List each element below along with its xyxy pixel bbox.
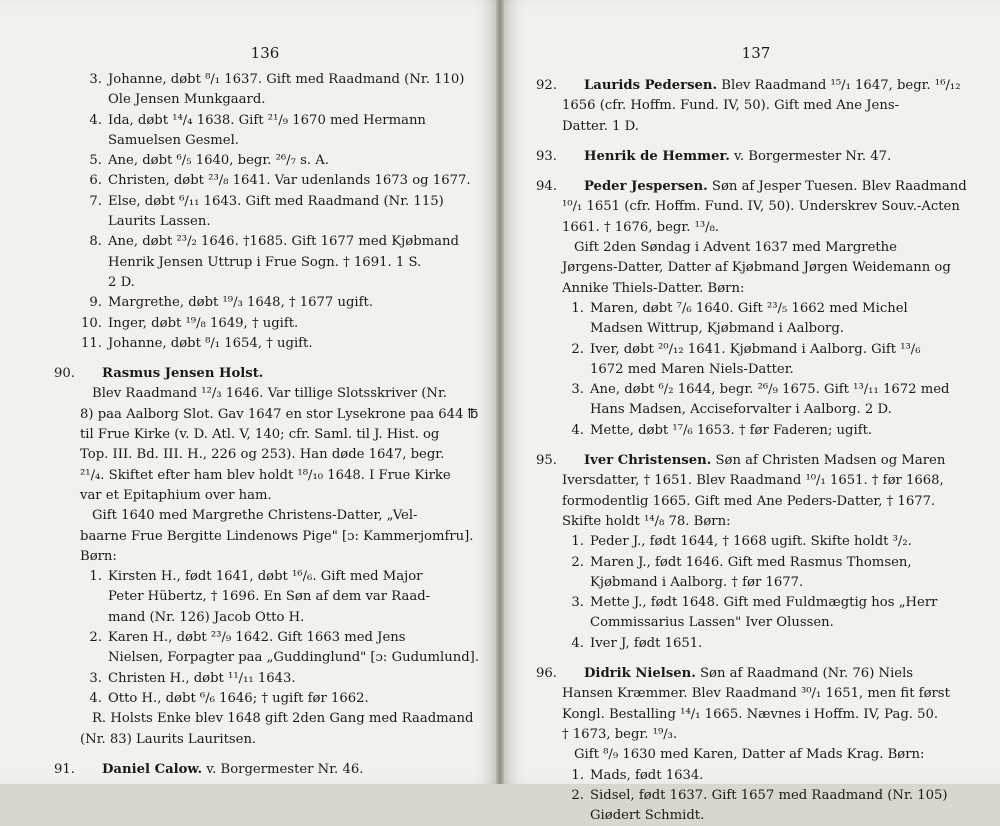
- continuation-line: Henrik Jensen Uttrup i Frue Sogn. † 1691. 1 S.: [108, 254, 422, 270]
- continuation-line: mand (Nr. 126) Jacob Otto H.: [108, 609, 305, 625]
- list-item: [80, 192, 450, 212]
- list-item: [562, 380, 950, 400]
- item-text: Mette, døbt ¹⁷/₆ 1653. † før Faderen; ugift.: [590, 422, 873, 438]
- item-number: 6.: [89, 173, 102, 189]
- item-number: 1.: [571, 300, 584, 316]
- page-number: 136: [250, 44, 280, 62]
- entry-heading: [54, 760, 450, 780]
- continuation-line: 1672 med Maren Niels-Datter.: [590, 361, 794, 377]
- text-line: Top. III. Bd. III. H., 226 og 253). Han døde 1647, begr.: [80, 447, 445, 463]
- text-line: til Frue Kirke (v. D. Atl. V, 140; cfr. Saml. til J. Hist. og: [80, 427, 440, 443]
- item-number: 11.: [81, 335, 102, 351]
- text-line: Jørgens-Datter, Datter af Kjøbmand Jørgen Weidemann og: [562, 260, 951, 276]
- item-number: 4.: [89, 690, 102, 706]
- page-text: [54, 70, 480, 780]
- item-text: Maren, døbt ⁷/₆ 1640. Gift ²³/₅ 1662 med Michel: [590, 300, 908, 316]
- item-text: Kirsten H., født 1641, døbt ¹⁶/₆. Gift med Major: [108, 569, 423, 585]
- entry-heading: [536, 147, 950, 167]
- paragraph-line: Blev Raadmand ¹²/₃ 1646. Var tillige Slotsskriver (Nr.: [92, 386, 447, 402]
- item-text: Christen, døbt ²³/₈ 1641. Var udenlands 1673 og 1677.: [108, 173, 471, 189]
- continuation-line: Hans Madsen, Acciseforvalter i Aalborg. 2 D.: [590, 402, 892, 418]
- list-item: [562, 340, 950, 360]
- item-number: 1.: [571, 767, 584, 783]
- page-text: [536, 76, 967, 826]
- continuation-line: Laurits Lassen.: [108, 214, 211, 230]
- item-number: 1.: [89, 569, 102, 585]
- list-item: [80, 70, 465, 90]
- entry-name: Rasmus Jensen Holst.: [102, 366, 264, 382]
- entry-heading: [536, 664, 950, 684]
- item-text: Mette J., født 1648. Gift med Fuldmægtig hos „Herr: [590, 595, 938, 611]
- item-text: Ane, døbt ⁶/₂ 1644, begr. ²⁶/₉ 1675. Gift ¹³/₁₁ 1672 med: [590, 382, 950, 398]
- text-line: (Nr. 83) Laurits Lauritsen.: [80, 731, 257, 747]
- list-item: [562, 593, 950, 613]
- item-text: Ane, døbt ²³/₂ 1646. †1685. Gift 1677 med Kjøbmand: [108, 234, 459, 250]
- continuation-line: Samuelsen Gesmel.: [108, 132, 239, 148]
- text-line: Kongl. Bestalling ¹⁴/₁ 1665. Nævnes i Hoffm. IV, Pag. 50.: [562, 706, 939, 722]
- list-item: [562, 553, 950, 573]
- list-item: [80, 314, 450, 334]
- entry-number: 95.: [536, 453, 557, 469]
- text-line: 8) paa Aalborg Slot. Gav 1647 en stor Lysekrone paa 644 ℔: [80, 406, 479, 422]
- item-text: Johanne, døbt ⁸/₁ 1637. Gift med Raadmand (Nr. 110): [108, 72, 465, 87]
- item-text: Mads, født 1634.: [590, 767, 704, 783]
- entry-text: v. Borgermester Nr. 46.: [202, 761, 364, 777]
- item-text: Maren J., født 1646. Gift med Rasmus Thomsen,: [590, 554, 912, 570]
- entry-text: Søn af Christen Madsen og Maren: [711, 453, 946, 469]
- item-text: Else, døbt ⁶/₁₁ 1643. Gift med Raadmand (Nr. 115): [108, 193, 444, 209]
- continuation-line: Giødert Schmidt.: [590, 808, 705, 824]
- item-number: 5.: [89, 153, 102, 169]
- item-text: Sidsel, født 1637. Gift 1657 med Raadmand (Nr. 105): [590, 787, 948, 803]
- text-line: Iversdatter, † 1651. Blev Raadmand ¹⁰/₁ 1651. † før 1668,: [562, 473, 944, 489]
- list-item: [80, 293, 450, 313]
- continuation-line: Madsen Wittrup, Kjøbmand i Aalborg.: [590, 321, 844, 337]
- item-text: Iver, døbt ²⁰/₁₂ 1641. Kjøbmand i Aalborg. Gift ¹³/₆: [590, 341, 921, 357]
- list-item: [80, 669, 450, 689]
- item-number: 7.: [89, 193, 102, 209]
- book-gutter: [496, 0, 504, 784]
- list-item: [562, 421, 950, 441]
- text-line: Hansen Kræmmer. Blev Raadmand ³⁰/₁ 1651, men fit først: [562, 686, 950, 702]
- entry-name: Iver Christensen.: [584, 453, 712, 469]
- paragraph-line: Gift 1640 med Margrethe Christens-Datter, „Vel-: [92, 508, 418, 524]
- entry-text: v. Borgermester Nr. 47.: [729, 148, 892, 164]
- text-line: ²¹/₄. Skiftet efter ham blev holdt ¹⁸/₁₀ 1648. I Frue Kirke: [80, 467, 451, 483]
- list-item: [562, 634, 950, 654]
- entry-heading: [54, 364, 450, 384]
- text-line: Datter. 1 D.: [562, 118, 639, 134]
- continuation-line: Nielsen, Forpagter paa „Guddinglund" [ɔ: Gudumlund].: [108, 650, 480, 666]
- text-line: 1656 (cfr. Hoffm. Fund. IV, 50). Gift med Ane Jens-: [562, 98, 900, 114]
- entry-name: Henrik de Hemmer.: [584, 148, 730, 164]
- item-number: 4.: [89, 112, 102, 128]
- text-line: formodentlig 1665. Gift med Ane Peders-Datter, † 1677.: [562, 493, 936, 509]
- item-text: Karen H., døbt ²³/₉ 1642. Gift 1663 med Jens: [108, 630, 406, 646]
- item-text: Christen H., døbt ¹¹/₁₁ 1643.: [108, 670, 296, 686]
- entry-number: 93.: [536, 148, 557, 164]
- text-line: 1661. † 1676, begr. ¹³/₈.: [562, 219, 720, 235]
- entry-number: 92.: [536, 78, 557, 93]
- text-line: Børn:: [80, 548, 117, 564]
- list-item: [80, 628, 450, 648]
- item-text: Ane, døbt ⁶/₅ 1640, begr. ²⁶/₇ s. A.: [108, 153, 329, 169]
- text-line: Annike Thiels-Datter. Børn:: [562, 280, 745, 296]
- list-item: [80, 151, 450, 171]
- item-text: Ida, døbt ¹⁴/₄ 1638. Gift ²¹/₉ 1670 med Hermann: [108, 112, 426, 128]
- paragraph-line: Gift ⁸/₉ 1630 med Karen, Datter af Mads Krag. Børn:: [574, 747, 925, 763]
- item-text: Peder J., født 1644, † 1668 ugift. Skifte holdt ³/₂.: [590, 534, 912, 550]
- list-item: [80, 567, 450, 587]
- entry-number: 90.: [54, 366, 75, 382]
- list-item: [80, 232, 459, 252]
- entry-number: 91.: [54, 761, 75, 777]
- list-item: [80, 689, 450, 709]
- item-number: 4.: [571, 635, 584, 651]
- continuation-line: Ole Jensen Munkgaard.: [108, 92, 266, 108]
- item-number: 3.: [89, 72, 102, 87]
- list-item: [562, 766, 950, 786]
- list-item: [80, 171, 471, 191]
- continuation-line: Kjøbmand i Aalborg. † før 1677.: [590, 574, 804, 590]
- list-item: [562, 786, 950, 806]
- item-number: 2.: [571, 554, 584, 570]
- item-number: 3.: [89, 670, 102, 686]
- item-text: Inger, døbt ¹⁹/₈ 1649, † ugift.: [108, 315, 299, 331]
- item-number: 8.: [89, 234, 102, 250]
- list-item: [80, 111, 450, 131]
- entry-heading: [536, 177, 967, 197]
- entry-name: Daniel Calow.: [102, 761, 203, 777]
- entry-number: 96.: [536, 666, 557, 682]
- right-page: [500, 0, 1000, 824]
- item-text: Iver J, født 1651.: [590, 635, 703, 651]
- text-line: † 1673, begr. ¹⁹/₃.: [562, 726, 678, 742]
- paragraph-line: Gift 2den Søndag i Advent 1637 med Margrethe: [574, 240, 897, 256]
- text-line: baarne Frue Bergitte Lindenows Pige" [ɔ: Kammerjomfru].: [80, 528, 474, 544]
- item-text: Margrethe, døbt ¹⁹/₃ 1648, † 1677 ugift.: [108, 295, 374, 311]
- item-text: Johanne, døbt ⁸/₁ 1654, † ugift.: [108, 335, 313, 351]
- continuation-line: Peter Hübertz, † 1696. En Søn af dem var Raad-: [108, 589, 431, 605]
- entry-heading: [536, 76, 961, 96]
- entry-number: 94.: [536, 179, 557, 195]
- paragraph-line: R. Holsts Enke blev 1648 gift 2den Gang med Raadmand: [92, 711, 474, 727]
- item-number: 2.: [571, 787, 584, 803]
- entry-text: Søn af Raadmand (Nr. 76) Niels: [695, 666, 914, 682]
- text-line: ¹⁰/₁ 1651 (cfr. Hoffm. Fund. IV, 50). Underskrev Souv.-Acten: [562, 199, 960, 215]
- item-number: 1.: [571, 534, 584, 550]
- item-number: 9.: [89, 295, 102, 311]
- item-number: 10.: [81, 315, 102, 331]
- continuation-line: Commissarius Lassen" Iver Olussen.: [590, 615, 834, 631]
- entry-text: Søn af Jesper Tuesen. Blev Raadmand: [707, 179, 967, 195]
- list-item: [562, 532, 950, 552]
- entry-name: Didrik Nielsen.: [584, 666, 696, 682]
- entry-name: Peder Jespersen.: [584, 179, 708, 195]
- entry-text: Blev Raadmand ¹⁵/₁ 1647, begr. ¹⁶/₁₂: [717, 78, 961, 93]
- page-number: 137: [741, 44, 771, 62]
- left-page: [0, 0, 500, 784]
- list-item: [562, 299, 950, 319]
- continuation-line: 2 D.: [108, 274, 135, 290]
- list-item: [80, 334, 450, 354]
- entry-heading: [536, 451, 950, 471]
- entry-name: Laurids Pedersen.: [584, 78, 718, 93]
- item-number: 4.: [571, 422, 584, 438]
- item-text: Otto H., døbt ⁶/₆ 1646; † ugift før 1662.: [108, 690, 369, 706]
- item-number: 3.: [571, 382, 584, 398]
- item-number: 2.: [571, 341, 584, 357]
- text-line: Skifte holdt ¹⁴/₈ 78. Børn:: [562, 513, 731, 529]
- item-number: 3.: [571, 595, 584, 611]
- text-line: var et Epitaphium over ham.: [80, 487, 272, 503]
- item-number: 2.: [89, 630, 102, 646]
